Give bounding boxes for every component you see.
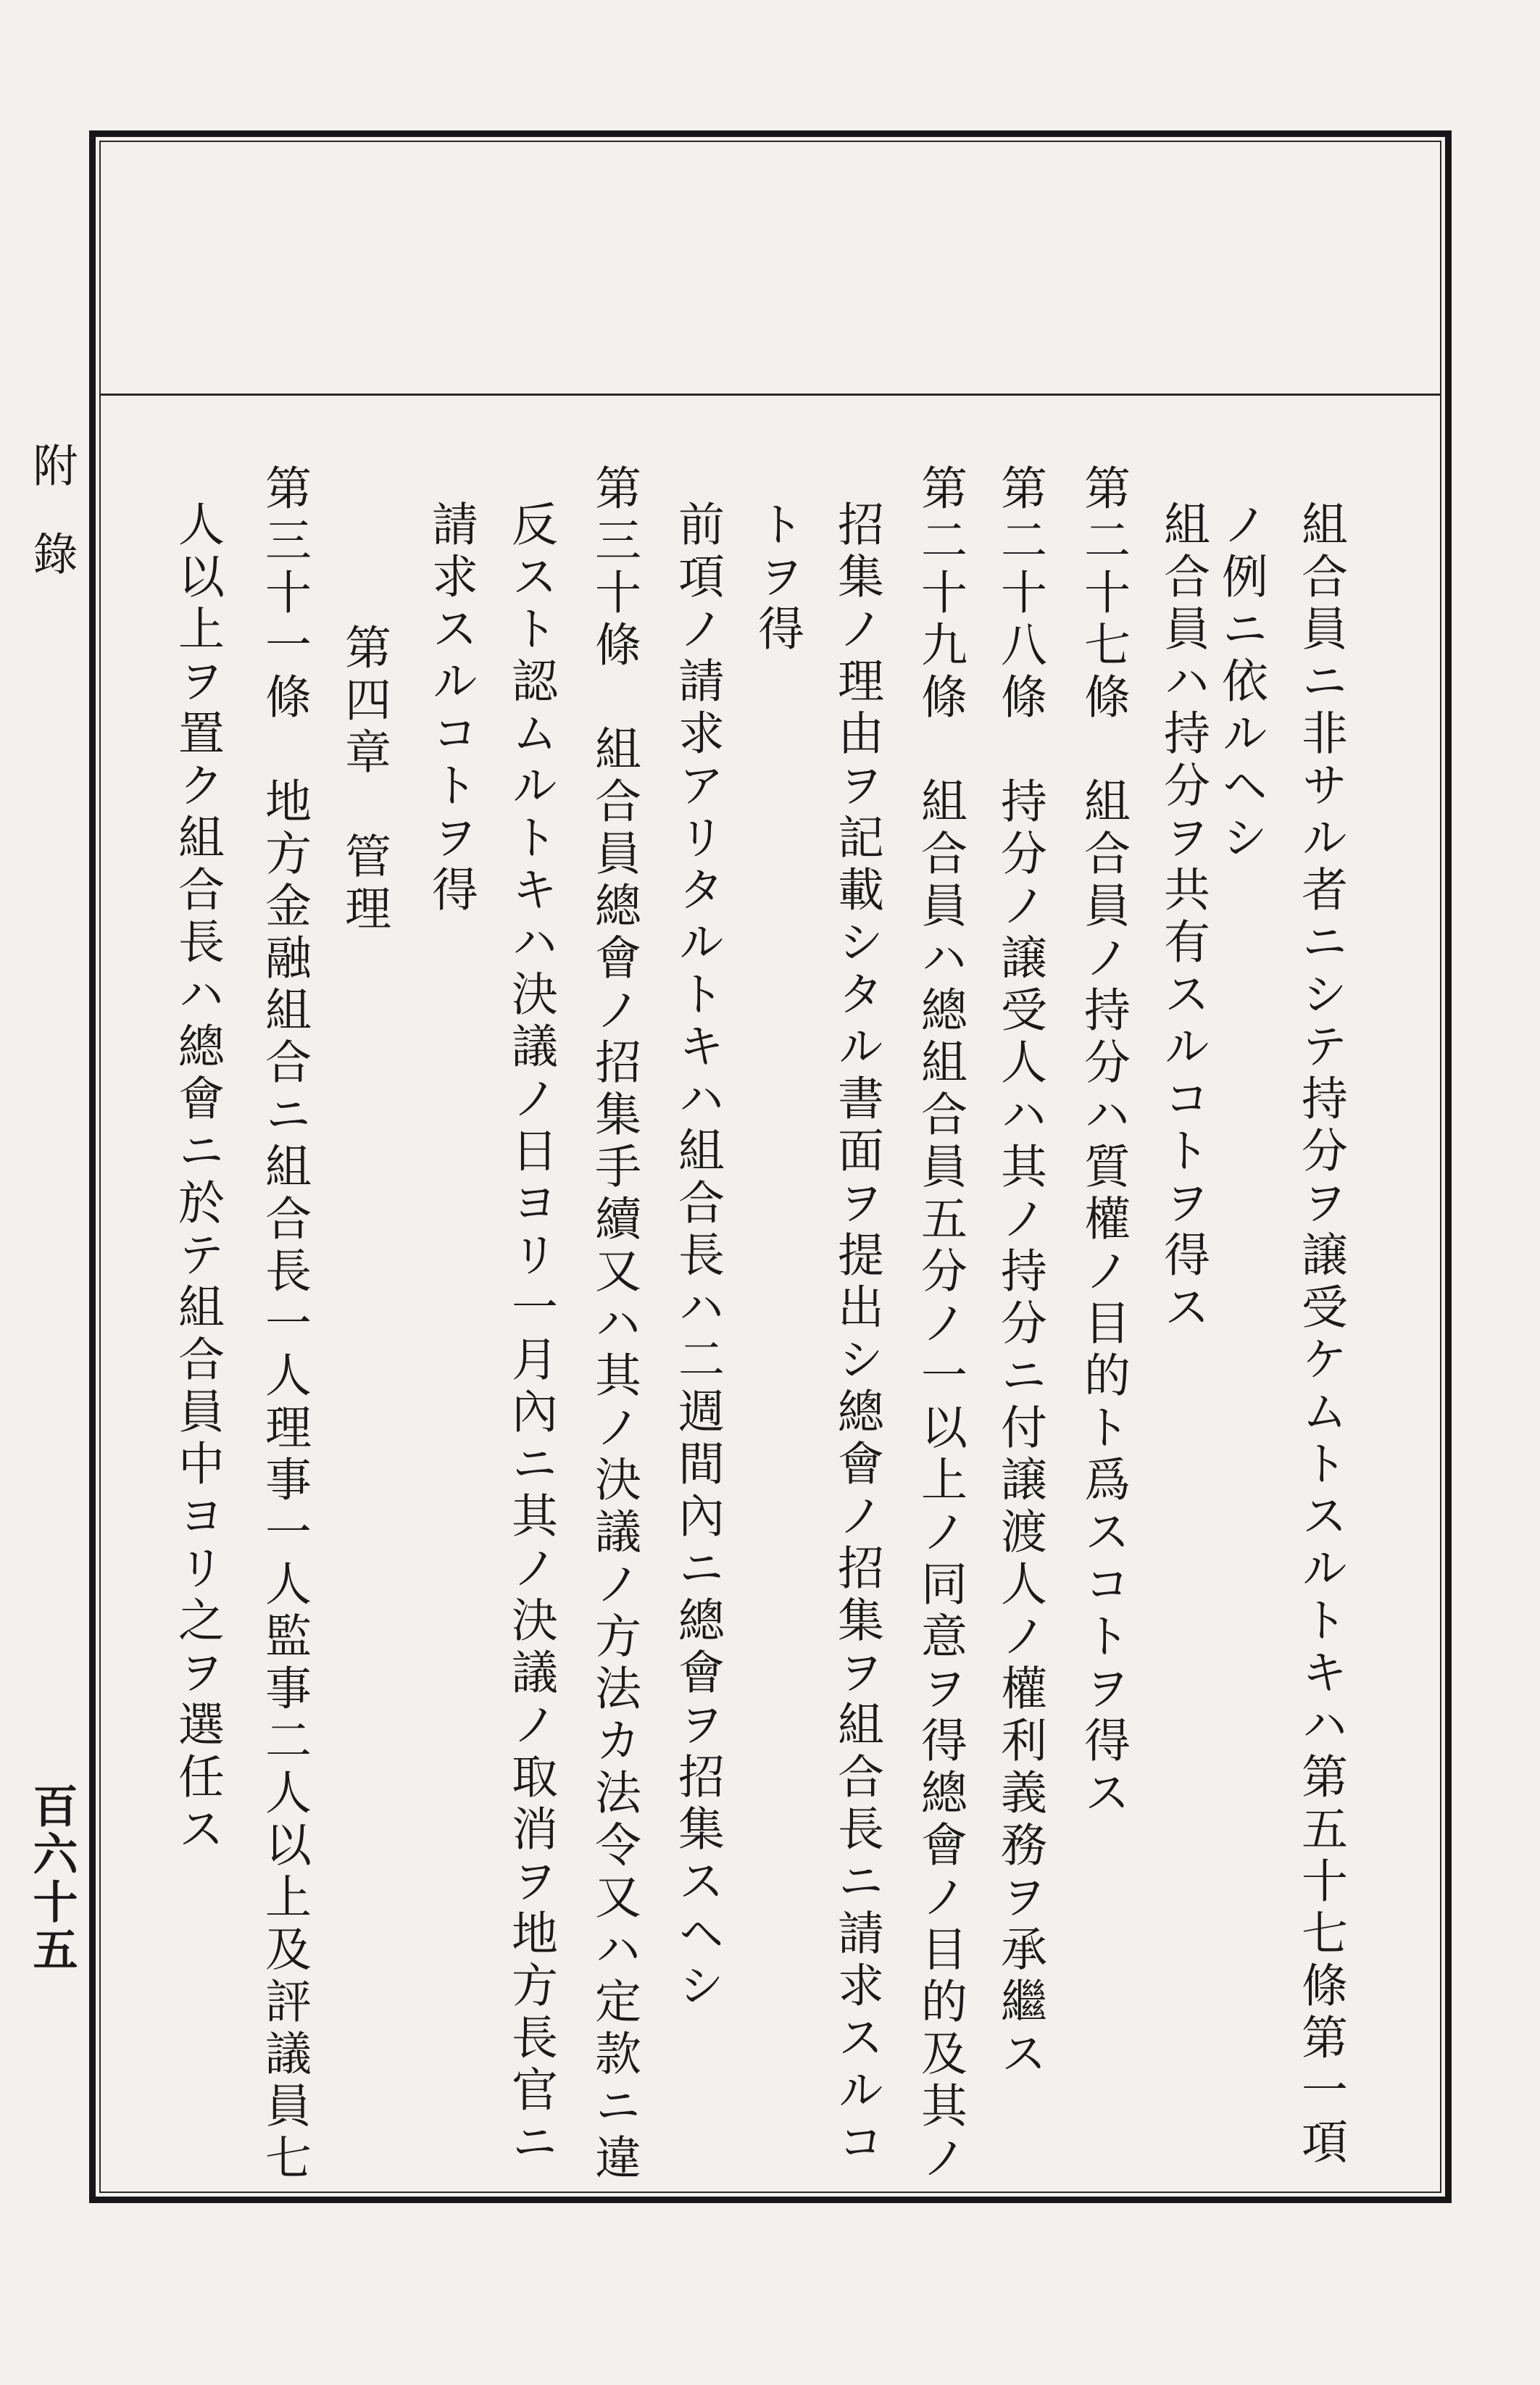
text-line-5: 第二十八條 持分ノ譲受人ハ其ノ持分ニ付譲渡人ノ權利義務ヲ承繼ス <box>993 464 1046 2081</box>
text-line-15: 人以上ヲ置ク組合長ハ總會ニ於テ組合員中ヨリ之ヲ選任ス <box>170 500 224 1857</box>
header-rule <box>99 394 1441 396</box>
text-line-2: ノ例ニ依ルヘシ <box>1214 500 1268 865</box>
text-line-11: 反スト認ムルトキハ決議ノ日ヨリ一月內ニ其ノ決議ノ取消ヲ地方長官ニ <box>504 500 557 2170</box>
text-line-12: 請求スルコトヲ得 <box>424 500 478 917</box>
text-line-8: トヲ得 <box>750 500 804 657</box>
text-line-7: 招集ノ理由ヲ記載シタル書面ヲ提出シ總會ノ招集ヲ組合長ニ請求スルコ <box>830 500 883 2170</box>
page-number: 百六十五 <box>25 1783 78 1974</box>
text-line-14: 第三十一條 地方金融組合ニ組合長一人理事一人監事二人以上及評議員七 <box>257 464 311 2186</box>
text-line-6: 第二十九條 組合員ハ總組合員五分ノ一以上ノ同意ヲ得總會ノ目的及其ノ <box>913 464 967 2186</box>
margin-section-label: 附錄 <box>25 442 78 619</box>
text-line-1: 組合員ニ非サル者ニシテ持分ヲ譲受ケムトスルトキハ第五十七條第一項 <box>1294 500 1347 2170</box>
chapter-heading: 第四章 管理 <box>337 623 391 936</box>
text-line-4: 組合員ハ持分ヲ共有スルコトヲ得ス <box>1156 500 1210 1335</box>
text-line-9: 前項ノ請求アリタルトキハ組合長ハ二週間內ニ總會ヲ招集スヘシ <box>670 500 724 2013</box>
text-line-10: 第三十條 組合員總會ノ招集手續又ハ其ノ決議ノ方法カ法令又ハ定款ニ違 <box>587 464 641 2186</box>
text-line-3: 第二十七條 組合員ノ持分ハ質權ノ目的ト爲スコトヲ得ス <box>1076 464 1130 1820</box>
